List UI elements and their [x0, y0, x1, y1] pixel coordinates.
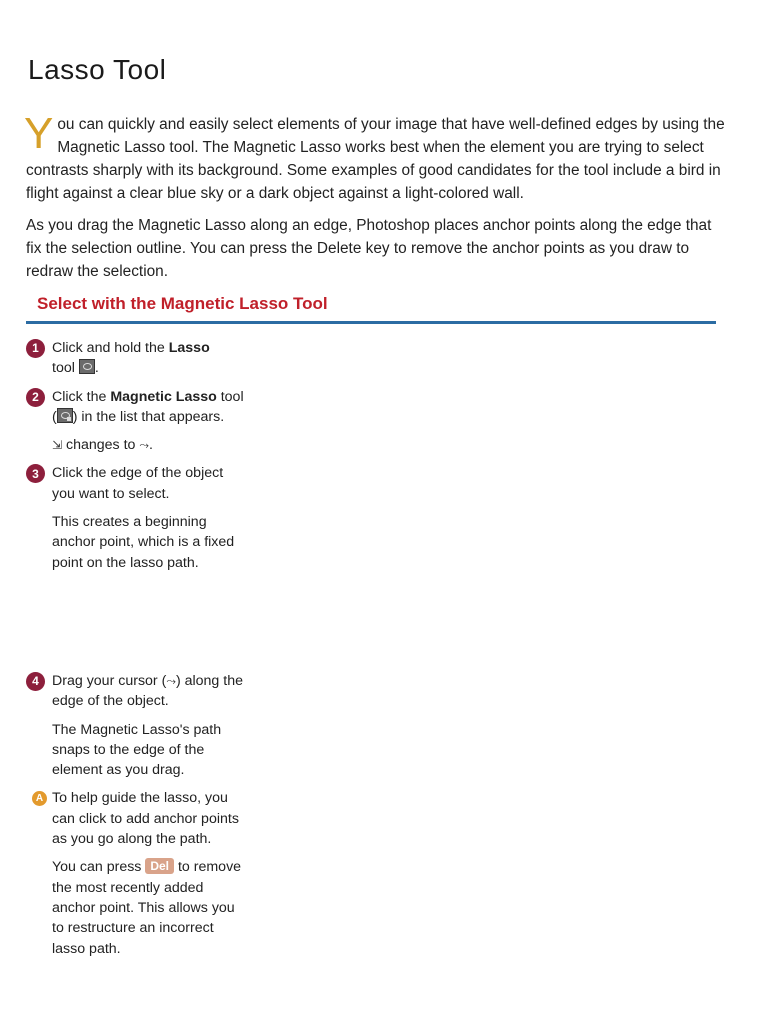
step-number-badge: 4	[26, 672, 45, 691]
step-2	[26, 387, 246, 428]
step-4-note: The Magnetic Lasso's path snaps to the edge of the element as you drag.	[52, 721, 222, 779]
step-number-badge: 2	[26, 388, 45, 407]
step-3-note: This creates a beginning anchor point, which is a fixed point on the lasso path.	[52, 514, 235, 571]
steps-group-top	[26, 338, 246, 581]
drop-cap: Y	[24, 109, 54, 158]
callout-a-note: You can press Del to remove the most recently added anchor point. This allows you to restructure an incorrect lasso path.	[52, 859, 242, 957]
step-3-text: Click the edge of the object you want to select.	[52, 465, 224, 502]
step-2-note: ⇲ changes to ⤳.	[52, 435, 246, 455]
step-4-text: Drag your cursor (⤳) along the edge of the object.	[52, 673, 243, 710]
steps-group-bottom	[26, 671, 246, 967]
step-1	[26, 338, 246, 379]
intro-paragraph-2: As you drag the Magnetic Lasso along an edge, Photoshop places anchor points along the edge that fix the selection outline. You can press the Delete key to remove the anchor points as you draw to redraw the selection.	[26, 217, 712, 280]
section-heading: Select with the Magnetic Lasso Tool	[37, 294, 328, 313]
step-1-text: Click and hold the Lasso tool .	[52, 340, 210, 377]
intro-text	[24, 109, 726, 292]
magnetic-lasso-tool-icon	[57, 408, 73, 423]
step-4	[26, 671, 246, 780]
callout-a-text: To help guide the lasso, you can click to add anchor points as you go along the path.	[52, 790, 239, 848]
intro-paragraph-1	[24, 109, 726, 205]
step-3	[26, 463, 246, 572]
magnetic-lasso-cursor-icon: ⤳	[139, 438, 149, 453]
section-divider	[26, 321, 716, 324]
intro-paragraph-1-text: ou can quickly and easily select elements of your image that have well-defined edges by using the Magnetic Lasso tool. The Magnetic Lasso works best when the element you are trying to select contrasts sharply with its background. Some examples of good candidates for the tool include a bird in flight against a clear blue sky or a dark object against a light-colored wall.	[26, 116, 725, 202]
lasso-label: Lasso	[168, 340, 210, 356]
step-2-text: Click the Magnetic Lasso tool ( ) in the list that appears.	[52, 388, 244, 425]
lasso-tool-icon	[79, 359, 95, 374]
step-number-badge: 3	[26, 464, 45, 483]
step-number-badge: 1	[26, 339, 45, 358]
callout-a	[26, 788, 246, 958]
page-title: Lasso Tool	[28, 54, 167, 85]
delete-key-label: Del	[145, 858, 174, 874]
magnetic-lasso-cursor-icon: ⤳	[166, 674, 176, 688]
arrow-cursor-icon: ⇲	[52, 438, 63, 453]
callout-badge: A	[32, 791, 47, 806]
magnetic-lasso-label: Magnetic Lasso	[110, 388, 217, 405]
